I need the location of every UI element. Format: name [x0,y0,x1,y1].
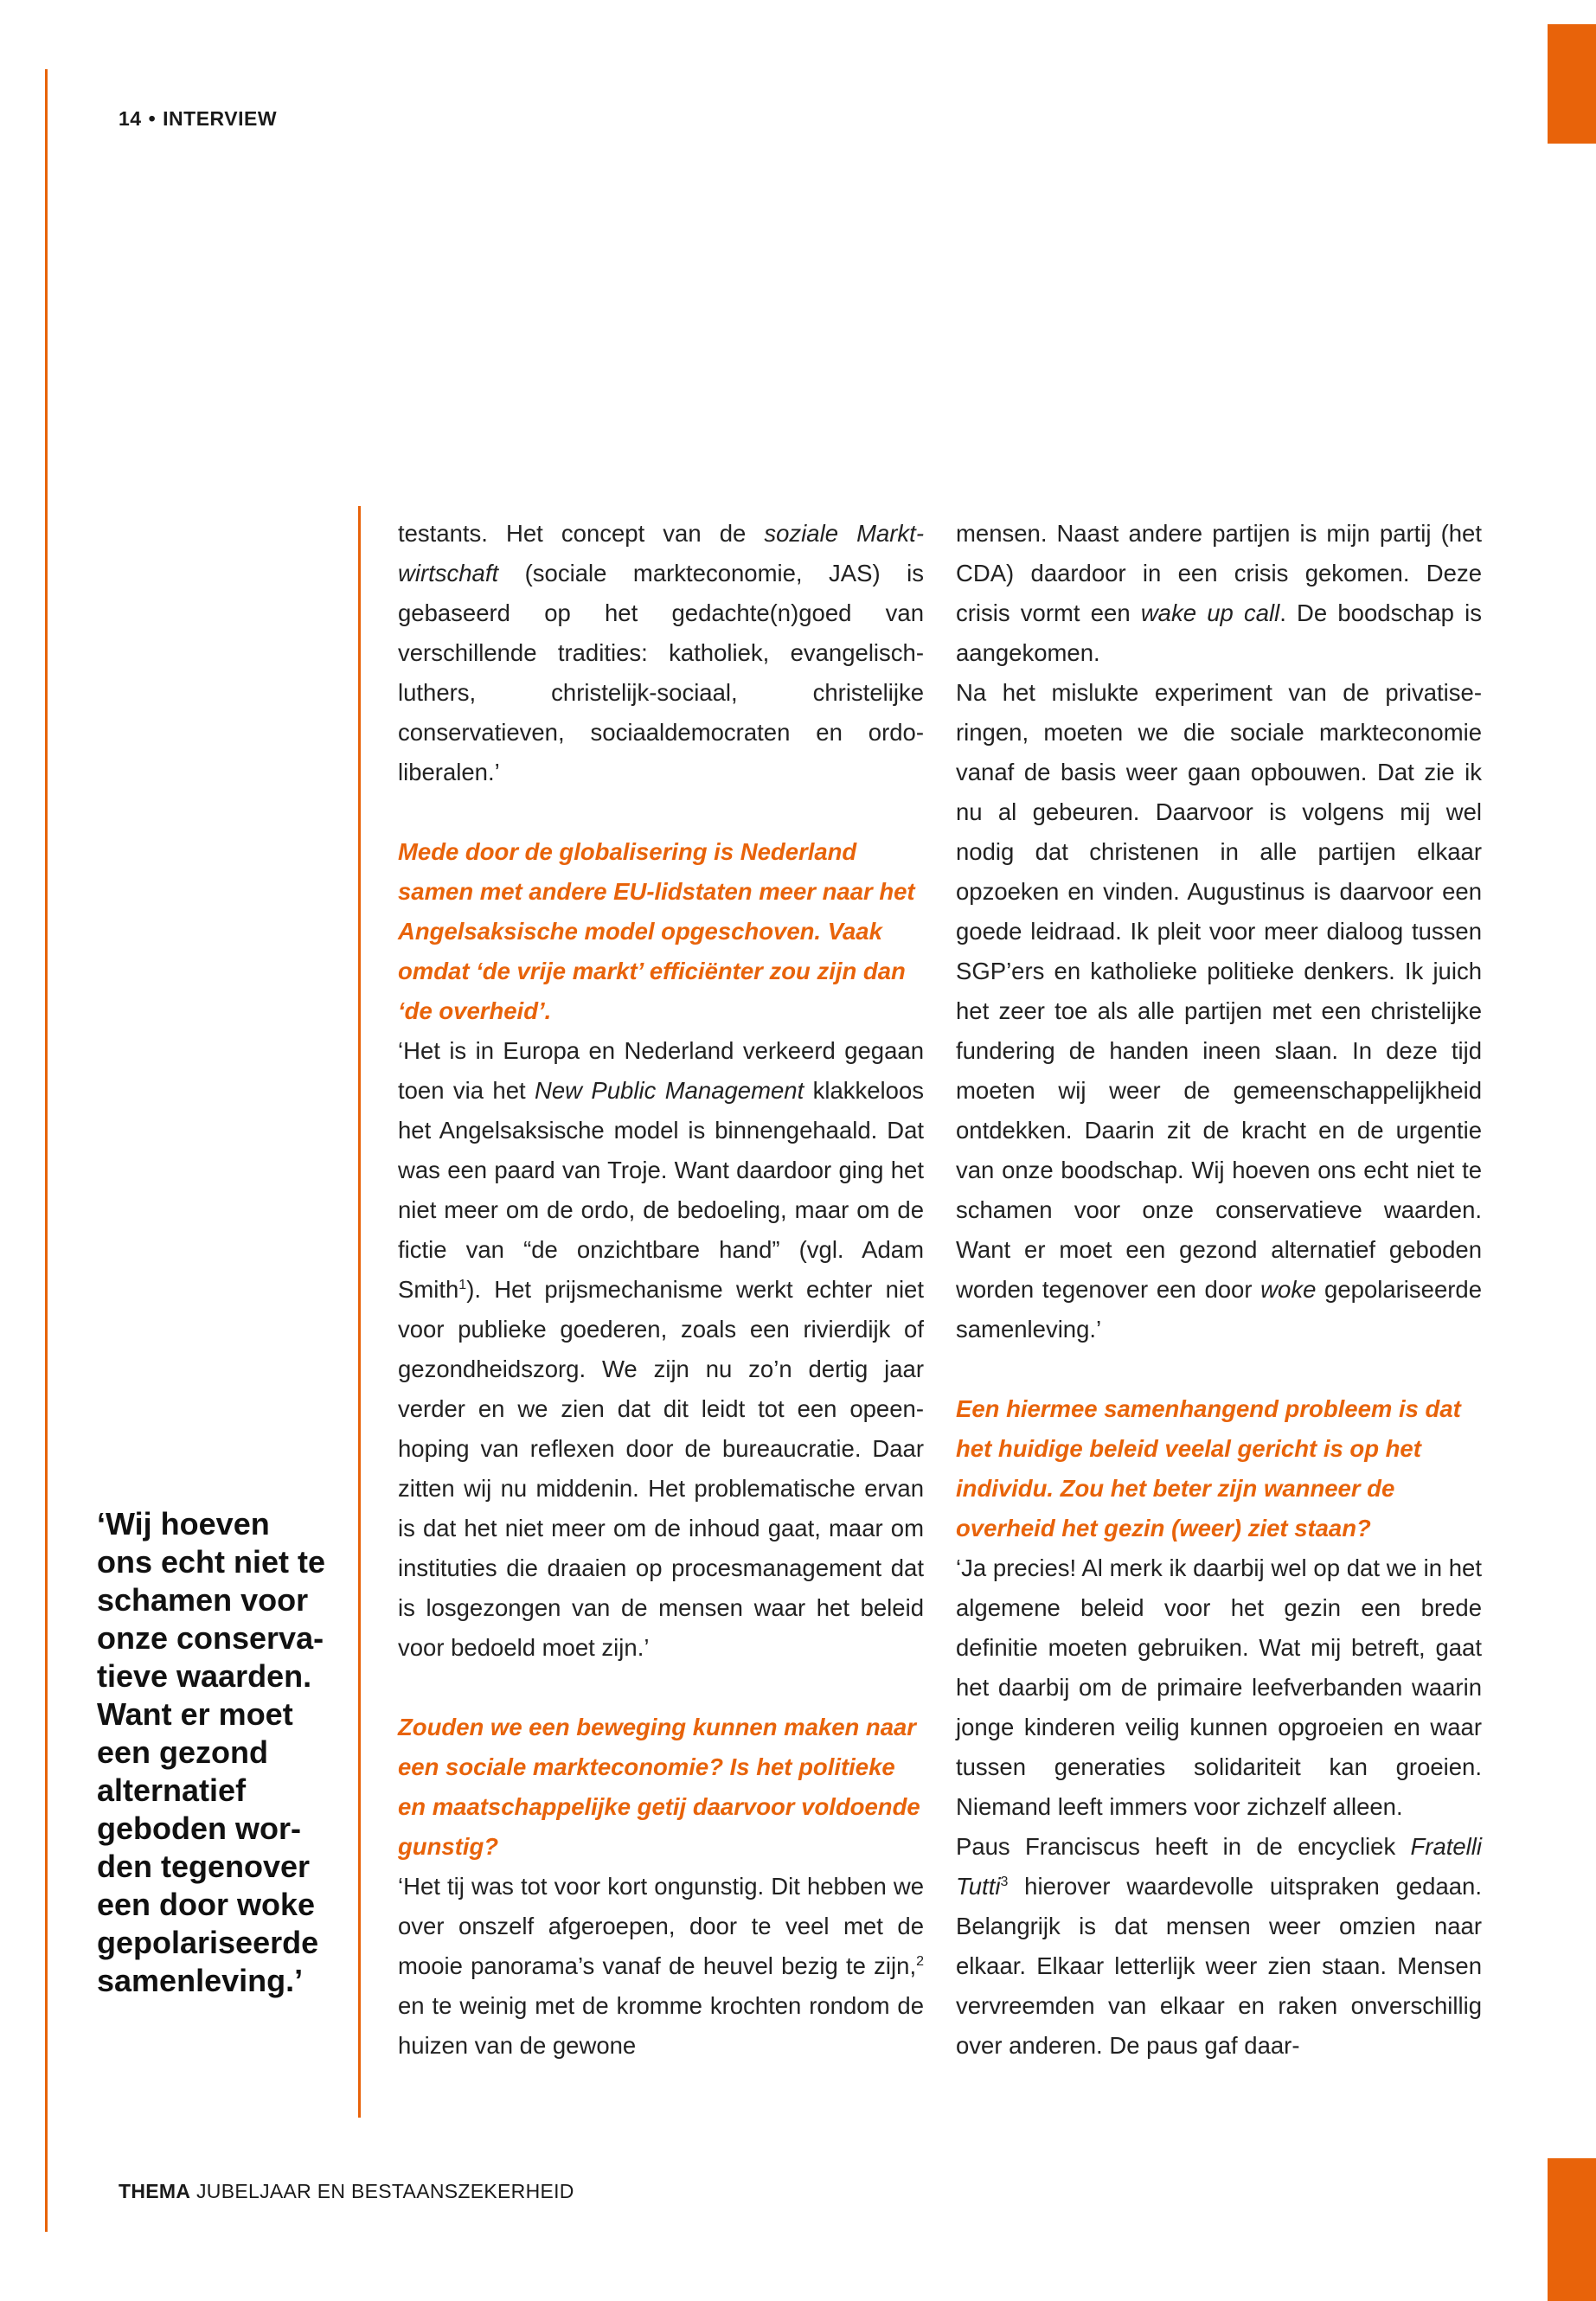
section-label: INTERVIEW [163,107,278,130]
paragraph: mensen. Naast andere partijen is mijn partij (het CDA) daardoor in een crisis gekomen. Deze crisis vormt een wake up call. De boodschap is aangekomen. [956,520,1482,666]
paragraph: ‘Het is in Europa en Nederland verkeerd gegaan toen via het New Public Management klakkeloos het Angelsaksische model is binnengehaald. Dat was een paard van Troje. Want daardoor ging het niet meer om de ordo, de bedoeling, maar om de fictie van “de onzichtbare hand” (vgl. Adam Smith$^1$). Het prijsmechanisme werkt echter niet voor publieke goederen, zoals een rivierdijk of gezondheidszorg. We zijn nu zo’n dertig jaar verder en we zien dat dit leidt tot een opeenhoping van reflexen door de bureaucratie. Daar zitten wij nu middenin. Het problematische ervan is dat het niet meer om de inhoud gaat, maar om instituties die draaien op procesmanagement dat is losgezongen van de mensen waar het beleid voor bedoeld moet zijn.’ [398,1037,924,1661]
interview-question: Een hiermee samenhangend probleem is dat het huidige beleid veelal gericht is op het individu. Zou het beter zijn wanneer de overheid het gezin (weer) ziet staan? [956,1395,1461,1541]
paragraph: ‘Het tij was tot voor kort ongunstig. Dit hebben we over onszelf afgeroepen, door te veel met de mooie panorama’s vanaf de heuvel bezig te zijn,$^2$ en te weinig met de kromme krochten rondom de huizen van de gewone [398,1873,924,2059]
column-divider-rule [358,506,361,2118]
running-header [119,107,277,131]
paragraph: Paus Franciscus heeft in de encycliek Fratelli Tutti$^3$ hierover waardevolle uitspraken gedaan. Belangrijk is dat mensen weer omzien naar elkaar. Elkaar letterlijk weer zien staan. Mensen vervreemden van elkaar en raken onverschillig over anderen. De paus gaf daar- [956,1833,1482,2059]
footnote-ref: 3 [1000,1874,1009,1889]
pull-quote: ‘Wij hoeven ons echt niet te schamen voor onze conserva- tieve waarden. Want er moet een gezond alternatief geboden wor- den tegenover een door woke gepolariseerde samenleving.’ [97,1506,326,1998]
page-number: 14 [119,107,142,130]
header-separator: • [148,107,157,130]
left-margin-rule [45,69,48,2232]
text-column-2 [956,514,1482,2066]
text-column-1 [398,514,924,2066]
interview-question: Zouden we een beweging kunnen maken naar een sociale markteconomie? Is het politieke en maatschappelijke getij daarvoor voldoende gunstig? [398,1714,920,1860]
orange-edge-tab-bottom [1548,2158,1596,2301]
interview-question: Mede door de globalisering is Nederland samen met andere EU-lidstaten meer naar het Angelsaksische model opgeschoven. Vaak omdat ‘de vrije markt’ efficiënter zou zijn dan ‘de overheid’. [398,838,915,1024]
footer-thema: THEMA [119,2180,191,2202]
footnote-ref: 1 [458,1277,467,1292]
footnote-ref: 2 [916,1953,924,1969]
orange-edge-tab-top [1548,24,1596,144]
paragraph: testants. Het concept van de soziale Marktwirtschaft (sociale markteconomie, JAS) is gebaseerd op het gedachte(n)goed van verschillende tradities: katholiek, evangelisch-luthers, christelijk-sociaal, christelijke conservatieven, sociaaldemocraten en ordo-liberalen.’ [398,520,924,785]
footer-subtitle: JUBELJAAR EN BESTAANSZEKERHEID [195,2180,574,2202]
running-footer [119,2180,574,2203]
paragraph: ‘Ja precies! Al merk ik daarbij wel op dat we in het algemene beleid voor het gezin een brede definitie moeten gebruiken. Wat mij betreft, gaat het daarbij om de primaire leefverbanden waarin jonge kinderen veilig kunnen opgroeien en waar tussen generaties solidariteit kan groeien. Niemand leeft immers voor zichzelf alleen. [956,1554,1482,1820]
paragraph: Na het mislukte experiment van de privatiseringen, moeten we die sociale markteconomie vanaf de basis weer gaan opbouwen. Dat zie ik nu al gebeuren. Daarvoor is volgens mij wel nodig dat christenen in alle partijen elkaar opzoeken en vinden. Augustinus is daarvoor een goede leidraad. Ik pleit voor meer dialoog tussen SGP’ers en katholieke politieke denkers. Ik juich het zeer toe als alle partijen met een christelijke fundering de handen ineen slaan. In deze tijd moeten wij weer de gemeenschappelijkheid ontdekken. Daarin zit de kracht en de urgentie van onze boodschap. Wij hoeven ons echt niet te schamen voor onze conservatieve waarden. Want er moet een gezond alternatief geboden worden tegenover een door woke gepolariseerde samenleving.’ [956,679,1482,1343]
